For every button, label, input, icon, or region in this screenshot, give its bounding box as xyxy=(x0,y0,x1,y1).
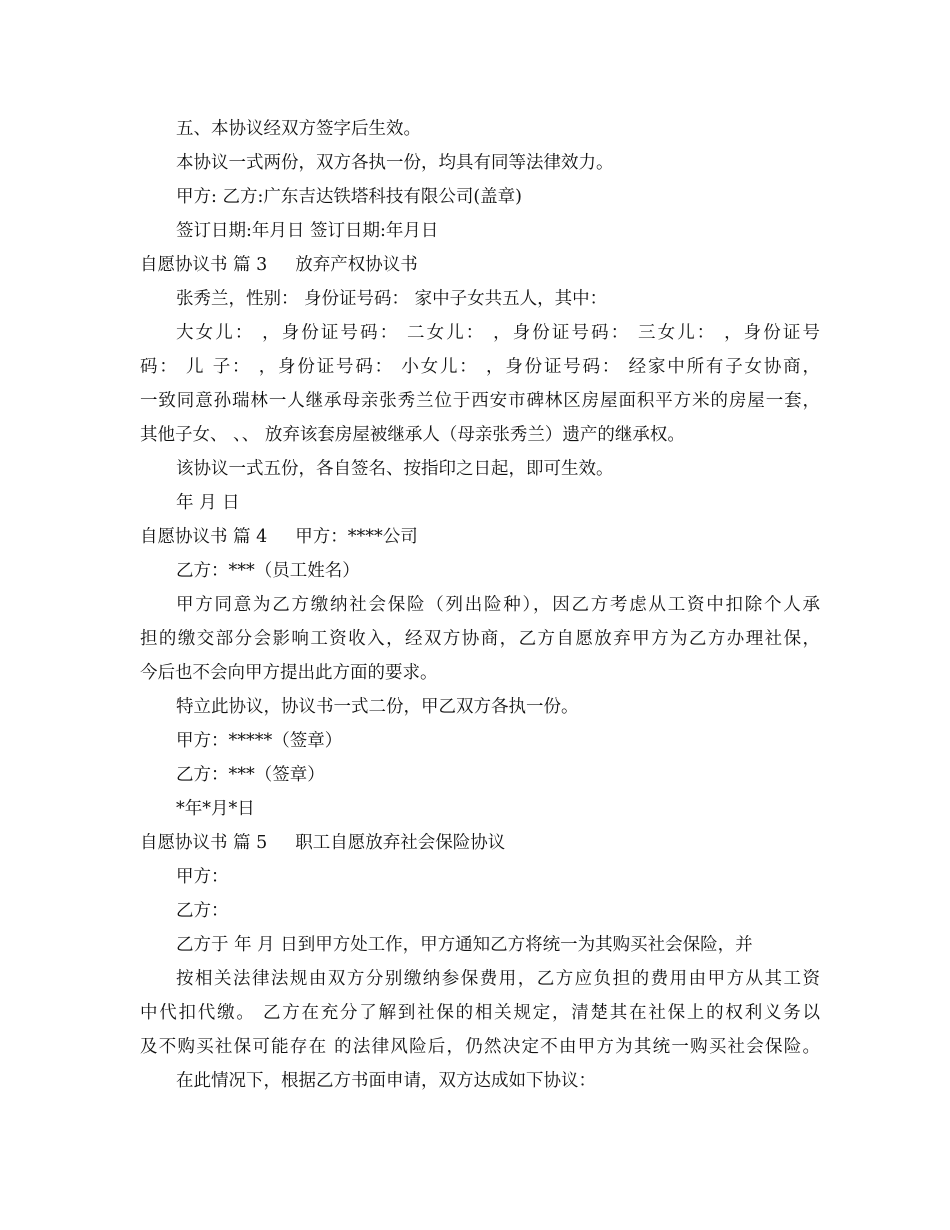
sign-date-line: 签订日期:年月日 签订日期:年月日 xyxy=(176,221,439,241)
section-3-date: 年 月 日 xyxy=(176,493,240,513)
section-3-effect: 该协议一式五份，各自签名、按指印之日起，即可生效。 xyxy=(176,459,614,479)
section-3-para-line: 其他子女、 、、 放弃该套房屋被继承人（母亲张秀兰）遗产的继承权。 xyxy=(140,425,685,445)
section-5-party-b: 乙方： xyxy=(176,901,229,921)
section-4-heading xyxy=(140,520,820,554)
section-4-para-line: 担的缴交部分会影响工资收入，经双方协商，乙方自愿放弃甲方为乙方办理社保， xyxy=(140,629,820,649)
parties-line: 甲方: 乙方:广东吉达铁塔科技有限公司(盖章) xyxy=(176,187,523,207)
section-3-para-line: 码： 儿 子： ，身份证号码： 小女儿： ，身份证号码： 经家中所有子女协商， xyxy=(140,357,820,377)
section-5-para-line: 乙方于 年 月 日到甲方处工作，甲方通知乙方将统一为其购买社会保险，并 xyxy=(176,935,753,955)
copies-clause: 本协议一式两份，双方各执一份，均具有同等法律效力。 xyxy=(176,153,614,173)
section-5-para-line: 中代扣代缴。 乙方在充分了解到社保的相关规定，清楚其在社保上的权利义务以 xyxy=(140,1003,820,1023)
section-4-prefix: 自愿协议书 篇 4 xyxy=(140,527,268,547)
section-4-title: 甲方：****公司 xyxy=(295,527,418,547)
section-4-special: 特立此协议，协议书一式二份，甲乙双方各执一份。 xyxy=(176,697,579,717)
section-4-para-line: 甲方同意为乙方缴纳社会保险（列出险种），因乙方考虑从工资中扣除个人承 xyxy=(176,595,820,615)
section-4-party-b: 乙方：***（员工姓名） xyxy=(176,561,360,581)
section-3-heading xyxy=(140,248,820,282)
section-4-date: *年*月*日 xyxy=(176,799,255,819)
section-5-heading xyxy=(140,826,820,860)
section-5-prefix: 自愿协议书 篇 5 xyxy=(140,833,268,853)
section-3-prefix: 自愿协议书 篇 3 xyxy=(140,255,268,275)
section-3-para-line: 一致同意孙瑞林一人继承母亲张秀兰位于西安市碑林区房屋面积平方米的房屋一套， xyxy=(140,391,820,411)
section-5-para-line: 及不购买社保可能存在 的法律风险后，仍然决定不由甲方为其统一购买社会保险。 xyxy=(140,1037,820,1057)
section-5-title: 职工自愿放弃社会保险协议 xyxy=(295,833,506,853)
section-5-party-a: 甲方： xyxy=(176,867,229,887)
section-4-sign-b: 乙方：***（签章） xyxy=(176,765,325,785)
section-4-sign-a: 甲方：*****（签章） xyxy=(176,731,343,751)
section-5-para-line: 按相关法律法规由双方分别缴纳参保费用，乙方应负担的费用由甲方从其工资 xyxy=(176,969,820,989)
section-3-para-line: 大女儿： ，身份证号码： 二女儿： ，身份证号码： 三女儿： ，身份证号 xyxy=(176,323,820,343)
section-5-last: 在此情况下，根据乙方书面申请，双方达成如下协议： xyxy=(176,1071,596,1091)
section-3-title: 放弃产权协议书 xyxy=(295,255,418,275)
section-3-intro: 张秀兰，性别： 身份证号码： 家中子女共五人，其中： xyxy=(176,289,608,309)
section-4-para-line: 今后也不会向甲方提出此方面的要求。 xyxy=(140,663,438,683)
clause-five: 五、本协议经双方签字后生效。 xyxy=(176,119,421,139)
